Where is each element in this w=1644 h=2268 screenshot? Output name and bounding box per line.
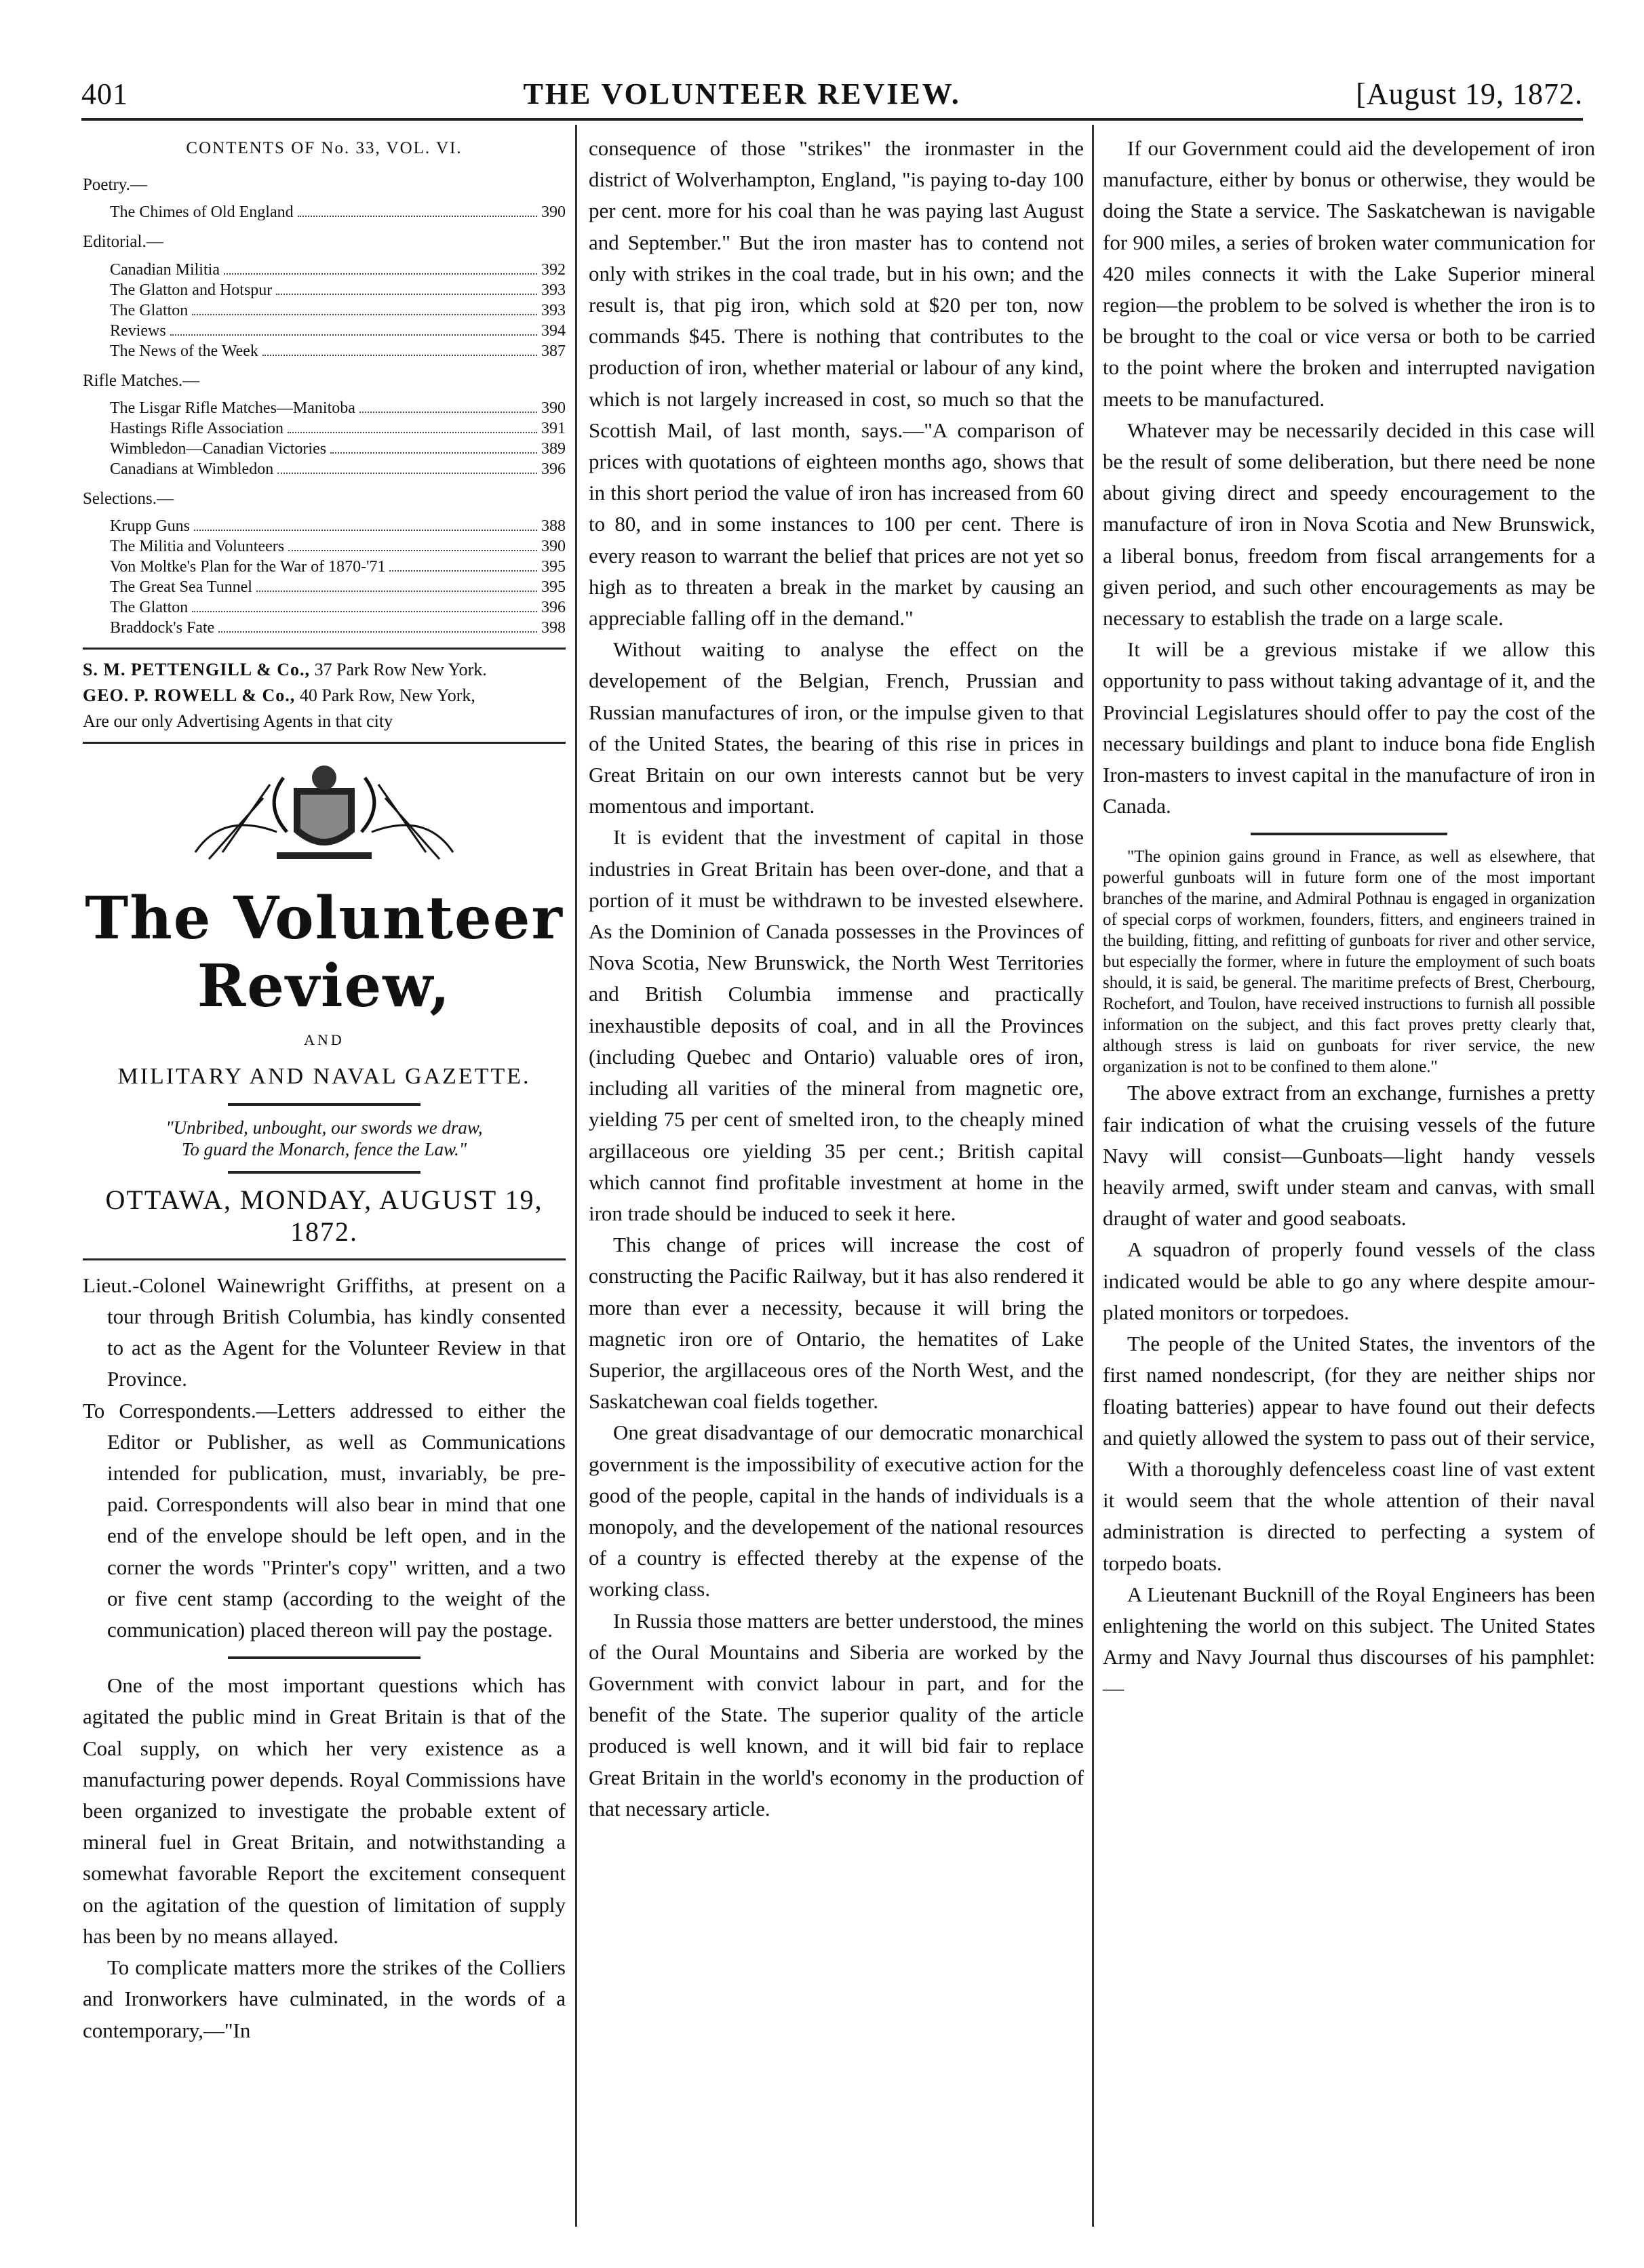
- article-paragraph: Without waiting to analyse the effect on the developement of the Belgian, French, Prussian and Russian manufactures of iron, or the impulse given to that of the United States, the bearing of this rise in prices in Great Britain on our own interests cannot but be very momentous and important.: [589, 637, 1084, 818]
- article-paragraph: A squadron of properly found vessels of the class indicated would be able to go any where despite amour-plated monitors or torpedoes.: [1103, 1237, 1595, 1324]
- toc-section-selections: [83, 483, 566, 638]
- column-rule-1: [575, 125, 577, 2227]
- toc-entry: The News of the Week 387: [110, 342, 566, 360]
- coat-of-arms-illustration: [182, 757, 467, 873]
- divider: [228, 1171, 421, 1174]
- toc-entry: Von Moltke's Plan for the War of 1870-'71 395: [110, 558, 566, 576]
- article-paragraph: To complicate matters more the strikes of the Colliers and Ironworkers have culminated, in the words of a contemporary,—"In: [83, 1955, 566, 2042]
- toc-entry: Wimbledon—Canadian Victories 389: [110, 439, 566, 458]
- page-number: 401: [81, 77, 128, 111]
- divider: [83, 742, 566, 744]
- agent-notice: GEO. P. ROWELL & Co., 40 Park Row, New York,: [83, 685, 475, 706]
- article-paragraph: In Russia those matters are better understood, the mines of the Oural Mountains and Siberia are worked by the Government with convict labour in part, and for the benefit of the State. The superior quality of the article produced is well known, and it will bid fair to replace Great Britain in the world's economy in the production of that necessary article.: [589, 1608, 1084, 1821]
- toc-entry: The Militia and Volunteers 390: [110, 538, 566, 556]
- toc-entry: Hastings Rifle Association 391: [110, 419, 566, 437]
- article-paragraph: With a thoroughly defenceless coast line of vast extent it would seem that the whole attention of their naval administration is directed to perfecting a system of torpedo boats.: [1103, 1456, 1595, 1575]
- toc-section-title: Selections.—: [83, 489, 174, 508]
- column-rule-2: [1092, 125, 1094, 2227]
- agent-notice: S. M. PETTENGILL & Co., 37 Park Row New York.: [83, 660, 487, 680]
- dateline: OTTAWA, MONDAY, AUGUST 19, 1872.: [105, 1185, 543, 1247]
- article-paragraph: It is evident that the investment of capital in those industries in Great Britain has been over-done, and that a portion of it must be withdrawn to be invested elsewhere. As the Dominion of Canada possesses in the Provinces of Nova Scotia, New Brunswick, the North West Territories and British Columbia immense and practically inexhaustible deposits of coal, and in all the Provinces (including Quebec and Ontario) valuable ores of iron, including all varities of the mineral from magnetic ore, yielding 75 per cent of smelted iron, to the cheaply mined argillaceous ore yielding 35 per cent.; British capital which cannot find profitable investment at home in the iron trade should be induced to seek it here.: [589, 825, 1084, 1225]
- toc-entry: The Glatton and Hotspur 393: [110, 281, 566, 299]
- agent-note: Are our only Advertising Agents in that city: [83, 711, 393, 732]
- motto-line: To guard the Monarch, fence the Law.": [181, 1139, 467, 1160]
- article-paragraph: If our Government could aid the developement of iron manufacture, either by bonus or otherwise, they would be doing the State a service. The Saskatchewan is navigable for 900 miles, a series of broken water communication for 420 miles connects it with the Lake Superior mineral region—the problem to be solved is whether the iron is to be brought to the coal or vice versa or both to be carried to the point where the broken and interrupted navigation meets to be manufactured.: [1103, 136, 1595, 411]
- divider: [1251, 833, 1447, 835]
- quoted-extract: "The opinion gains ground in France, as well as elsewhere, that powerful gunboats will in future form one of the most important branches of the marine, and Admiral Pothnau is engaged in organization of special corps of workmen, founders, fitters, and engineers trained in the building, fitting, and refitting of gunboats for river and other service, but especially the former, where in future the employment of such boats should, it is said, be general. The maritime prefects of Brest, Cherbourg, Rochefort, and Toulon, have received instructions to furnish all possible information on the subject, and this fact proves pretty clearly that, although stress is laid on gunboats for river service, the new organization is not to be confined to them alone.": [1103, 848, 1595, 1077]
- article-paragraph: Whatever may be necessarily decided in this case will be the result of some deliberation, but there need be none about giving direct and speedy encouragement to the manufacture of iron in Nova Scotia and New Brunswick, a liberal bonus, freedom from fiscal arrangements for a given period, and such other encouragements as may be necessary to establish the trade on a large scale.: [1103, 418, 1595, 631]
- toc-section-editorial: [83, 226, 566, 361]
- divider: [83, 648, 566, 650]
- running-title: THE VOLUNTEER REVIEW.: [523, 77, 961, 111]
- article-paragraph: One of the most important questions which has agitated the public mind in Great Britain is that of the Coal supply, on which her very existence as a manufacturing power depends. Royal Commissions have been organized to investigate the probable extent of mineral fuel in Great Britain, and notwithstanding a somewhat favorable Report the excitement consequent on the agitation of the question of limitation of supply has been by no means allayed.: [83, 1673, 566, 1948]
- divider: [228, 1656, 421, 1659]
- toc-section-title: Rifle Matches.—: [83, 371, 200, 390]
- motto-line: "Unbribed, unbought, our swords we draw,: [165, 1117, 483, 1138]
- toc-entry: The Glatton 393: [110, 301, 566, 319]
- masthead-and: AND: [304, 1031, 345, 1049]
- toc-entry: The Glatton 396: [110, 599, 566, 617]
- column-2: [589, 133, 1084, 1825]
- toc-heading: CONTENTS OF No. 33, VOL. VI.: [186, 139, 463, 157]
- toc-section-rifle-matches: [83, 365, 566, 479]
- toc-section-title: Editorial.—: [83, 233, 163, 252]
- article-paragraph: The people of the United States, the inventors of the first named nondescript, (for they are neither ships nor floating batteries) appear to have found out their defects and quietly allowed the system to pass out of their service,: [1103, 1332, 1595, 1450]
- notice-correspondents: To Correspondents.—Letters addressed to either the Editor or Publisher, as well as Communications intended for publication, must, invariably, be pre-paid. Correspondents will also bear in mind that one end of the envelope should be left open, and in the corner the words "Printer's copy" written, and a two or five cent stamp (according to the weight of the communication) placed thereon will pay the postage.: [83, 1398, 566, 1642]
- article-paragraph: This change of prices will increase the cost of constructing the Pacific Railway, but it has also rendered it more than ever a necessity, because it will bring the magnetic iron ore of Ontario, the hematites of Lake Superior, the argillaceous ores of the North West, and the Saskatchewan coal fields together.: [589, 1233, 1084, 1414]
- toc-entry: Canadians at Wimbledon 396: [110, 460, 566, 478]
- toc-entry: Reviews 394: [110, 321, 566, 340]
- header-date: [August 19, 1872.: [1356, 77, 1583, 111]
- masthead-subtitle: MILITARY AND NAVAL GAZETTE.: [117, 1064, 531, 1090]
- column-1: [83, 133, 566, 2046]
- toc-entry: Braddock's Fate 398: [110, 619, 566, 637]
- notice-agent: Lieut.-Colonel Wainewright Griffiths, at present on a tour through British Columbia, has kindly consented to act as the Agent for the Volunteer Review in that Province.: [83, 1273, 566, 1391]
- toc-entry: The Chimes of Old England 390: [110, 203, 566, 222]
- motto: [83, 1117, 566, 1160]
- masthead-title: The Volunteer Review,: [85, 884, 564, 1021]
- article-paragraph: A Lieutenant Bucknill of the Royal Engineers has been enlightening the world on this subject. The United States Army and Navy Journal thus discourses of his pamphlet:—: [1103, 1582, 1595, 1700]
- article-paragraph: It will be a grevious mistake if we allow this opportunity to pass without taking advantage of it, and the Provincial Legislatures should offer to pay the cost of the necessary buildings and plant to induce bona fide English Iron-masters to invest capital in the manufacture of iron in Canada.: [1103, 637, 1595, 818]
- page-header: [81, 73, 1583, 121]
- article-paragraph: One great disadvantage of our democratic monarchical government is the impossibility of executive action for the good of the people, capital in the hands of individuals is a monopoly, and the developement of the national resources of a country is effected thereby at the expense of the working class.: [589, 1420, 1084, 1601]
- toc-entry: The Lisgar Rifle Matches—Manitoba 390: [110, 399, 566, 417]
- toc-entry: The Great Sea Tunnel 395: [110, 578, 566, 597]
- toc-entry: Krupp Guns 388: [110, 517, 566, 536]
- column-3: [1103, 133, 1595, 1705]
- article-paragraph: The above extract from an exchange, furnishes a pretty fair indication of what the cruising vessels of the future Navy will consist—Gunboats—light handy vessels heavily armed, swift under steam and canvas, with small draught of water and good seaboats.: [1103, 1081, 1595, 1231]
- article-paragraph: consequence of those "strikes" the ironmaster in the district of Wolverhampton, England, "is paying to-day 100 per cent. more for his coal than he was paying last August and September." But the iron master has to contend not only with strikes in the coal trade, but in his own; and the result is, that pig iron, which sold at $20 per ton, now commands $45. There is nothing that contributes to the production of iron, whether material or labour of any kind, which is not largely increased in cost, so much so that the Scottish Mail, of last month, says.—"A comparison of prices with quotations of eighteen months ago, shows that in this short period the value of iron has increased from 60 to 80, and in some instances to 100 per cent. There is every reason to warrant the belief that prices are not yet so high as to threaten a break in the market by causing an appreciable falling off in the demand.": [589, 136, 1084, 631]
- divider: [228, 1103, 421, 1106]
- toc-section-title: Poetry.—: [83, 176, 147, 195]
- divider: [83, 1258, 566, 1260]
- toc-entry: Canadian Militia 392: [110, 260, 566, 279]
- toc-section-poetry: [83, 170, 566, 222]
